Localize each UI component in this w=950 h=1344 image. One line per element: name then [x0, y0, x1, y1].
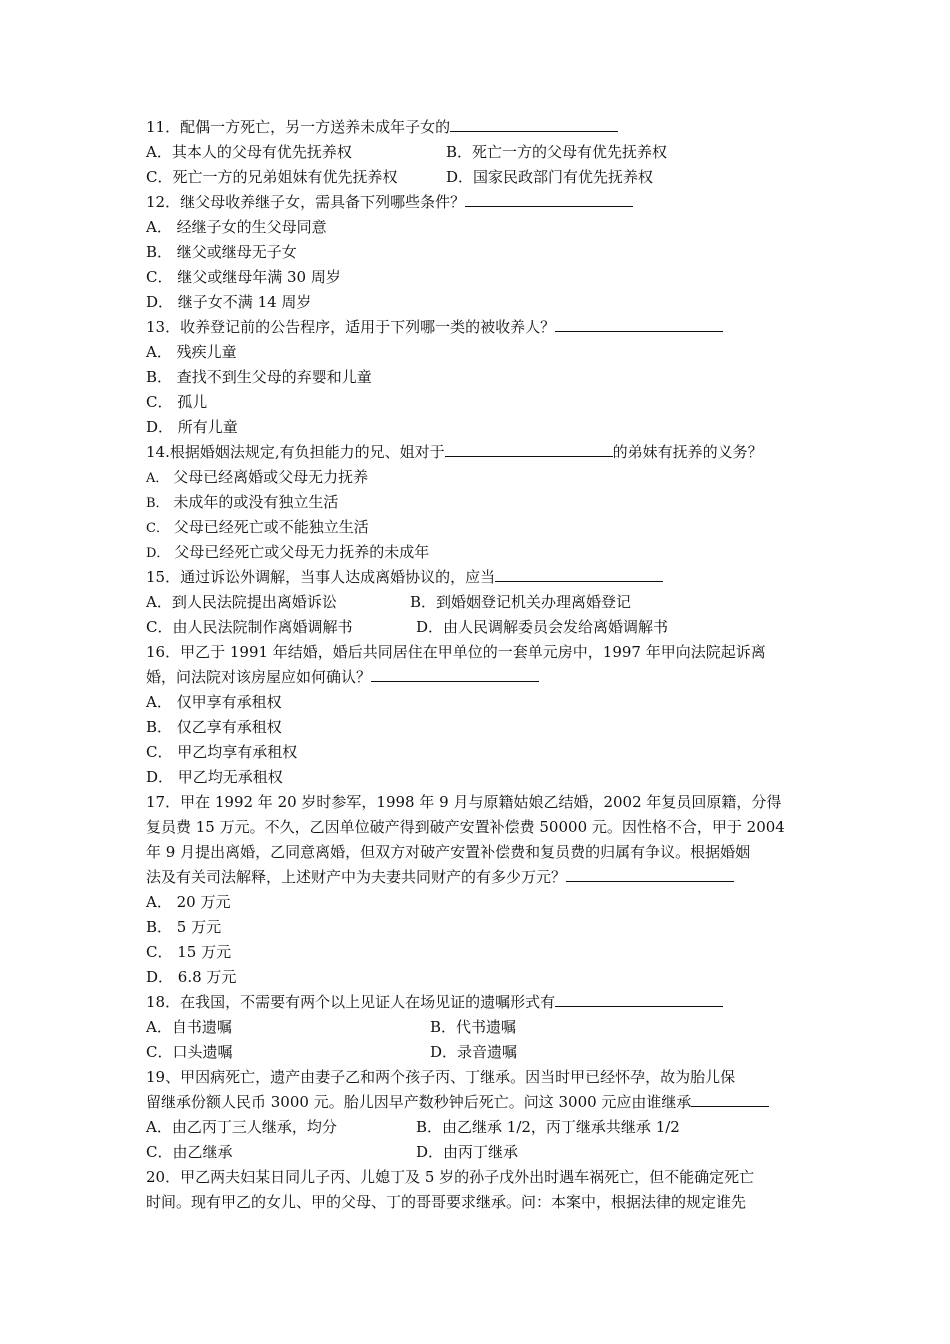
option-c: C． 孤儿: [146, 393, 208, 411]
question-stem: 13．收养登记前的公告程序，适用于下列哪一类的被收养人？: [146, 318, 556, 336]
options-row: [146, 1115, 810, 1140]
question-20-cont: 时间。现有甲乙的女儿、甲的父母、丁的哥哥要求继承。问：本案中，根据法律的规定谁先: [146, 1193, 747, 1211]
option-a: A．其本人的父母有优先抚养权: [146, 143, 352, 161]
question-stem: 婚，问法院对该房屋应如何确认？: [146, 668, 372, 686]
options-row: [146, 1040, 810, 1065]
question-stem: 18．在我国，不需要有两个以上见证人在场见证的遗嘱形式有: [146, 993, 556, 1011]
option-d: D．由人民调解委员会发给离婚调解书: [416, 618, 669, 636]
option-c: C． 15 万元: [146, 943, 232, 961]
option-b: B． 继父或继母无子女: [146, 243, 297, 261]
option-d: D． 所有儿童: [146, 418, 238, 436]
question-11: [146, 115, 810, 140]
option-c: C．死亡一方的兄弟姐妹有优先抚养权: [146, 168, 398, 186]
answer-blank[interactable]: [555, 315, 723, 332]
answer-blank[interactable]: [445, 440, 613, 457]
answer-blank[interactable]: [566, 865, 734, 882]
option-d: D．由丙丁继承: [416, 1143, 519, 1161]
option-c: C． 继父或继母年满 30 周岁: [146, 268, 341, 286]
option-b: B．到婚姻登记机关办理离婚登记: [410, 593, 632, 611]
option-a: A．到人民法院提出离婚诉讼: [146, 593, 337, 611]
question-19: 19、甲因病死亡，遗产由妻子乙和两个孩子丙、丁继承。因当时甲已经怀孕，故为胎儿保: [146, 1068, 736, 1086]
question-stem: 14.根据婚姻法规定,有负担能力的兄、姐对于: [146, 443, 445, 461]
option-c: C．由人民法院制作离婚调解书: [146, 618, 353, 636]
question-12: [146, 190, 810, 215]
answer-blank[interactable]: [495, 565, 663, 582]
options-row: [146, 165, 810, 190]
question-18: [146, 990, 810, 1015]
question-stem: 法及有关司法解释，上述财产中为夫妻共同财产的有多少万元？: [146, 868, 567, 886]
option-b: B． 未成年的或没有独立生活: [146, 493, 339, 511]
question-17: 17．甲在 1992 年 20 岁时参军，1998 年 9 月与原籍姑娘乙结婚，2002 年复员回原籍，分得: [146, 793, 782, 811]
option-d: D． 继子女不满 14 周岁: [146, 293, 312, 311]
answer-blank[interactable]: [691, 1090, 769, 1107]
option-b: B．由乙继承 1/2，丙丁继承共继承 1/2: [416, 1118, 680, 1136]
option-d: D． 6.8 万元: [146, 968, 237, 986]
option-a: A． 父母已经离婚或父母无力抚养: [146, 468, 369, 486]
question-14: [146, 440, 810, 465]
question-stem: 11．配偶一方死亡，另一方送养未成年子女的: [146, 118, 451, 136]
question-17-cont: 复员费 15 万元。不久，乙因单位破产得到破产安置补偿费 50000 元。因性格不合，甲于 2004: [146, 818, 785, 836]
question-16: 16．甲乙于 1991 年结婚，婚后共同居住在甲单位的一套单元房中，1997 年甲向法院起诉离: [146, 643, 766, 661]
question-stem-end: 的弟妹有抚养的义务？: [612, 443, 763, 461]
answer-blank[interactable]: [555, 990, 723, 1007]
option-c: C．口头遗嘱: [146, 1043, 233, 1061]
options-row: [146, 1140, 810, 1165]
option-c: C． 父母已经死亡或不能独立生活: [146, 518, 369, 536]
option-d: D．国家民政部门有优先抚养权: [446, 168, 654, 186]
option-d: D． 父母已经死亡或父母无力抚养的未成年: [146, 543, 430, 561]
question-13: [146, 315, 810, 340]
answer-blank[interactable]: [371, 665, 539, 682]
question-stem: 12．继父母收养继子女，需具备下列哪些条件？: [146, 193, 466, 211]
question-stem: 15．通过诉讼外调解，当事人达成离婚协议的，应当: [146, 568, 496, 586]
option-c: C．由乙继承: [146, 1143, 233, 1161]
option-b: B．死亡一方的父母有优先抚养权: [446, 143, 668, 161]
option-a: A． 20 万元: [146, 893, 231, 911]
question-19-cont: [146, 1090, 810, 1115]
options-row: [146, 1015, 810, 1040]
option-d: D．录音遗嘱: [430, 1043, 518, 1061]
question-20: 20．甲乙两夫妇某日同儿子丙、儿媳丁及 5 岁的孙子戊外出时遇车祸死亡，但不能确定死亡: [146, 1168, 755, 1186]
option-a: A． 残疾儿童: [146, 343, 237, 361]
option-b: B． 仅乙享有承租权: [146, 718, 282, 736]
option-b: B． 5 万元: [146, 918, 222, 936]
question-16-cont: [146, 665, 810, 690]
option-a: A．自书遗嘱: [146, 1018, 232, 1036]
answer-blank[interactable]: [465, 190, 633, 207]
answer-blank[interactable]: [450, 115, 618, 132]
option-b: B．代书遗嘱: [430, 1018, 517, 1036]
option-a: A． 经继子女的生父母同意: [146, 218, 327, 236]
option-b: B． 查找不到生父母的弃婴和儿童: [146, 368, 372, 386]
option-a: A．由乙丙丁三人继承，均分: [146, 1118, 337, 1136]
question-17-cont: [146, 865, 810, 890]
option-a: A． 仅甲享有承租权: [146, 693, 282, 711]
question-stem: 留继承份额人民币 3000 元。胎儿因早产数秒钟后死亡。问这 3000 元应由谁继承: [146, 1093, 692, 1111]
question-17-cont: 年 9 月提出离婚，乙同意离婚，但双方对破产安置补偿费和复员费的归属有争议。根据婚姻: [146, 843, 751, 861]
exam-page: [146, 115, 810, 1215]
option-c: C． 甲乙均享有承租权: [146, 743, 298, 761]
options-row: [146, 590, 810, 615]
options-row: [146, 615, 810, 640]
options-row: [146, 140, 810, 165]
question-15: [146, 565, 810, 590]
option-d: D． 甲乙均无承租权: [146, 768, 283, 786]
